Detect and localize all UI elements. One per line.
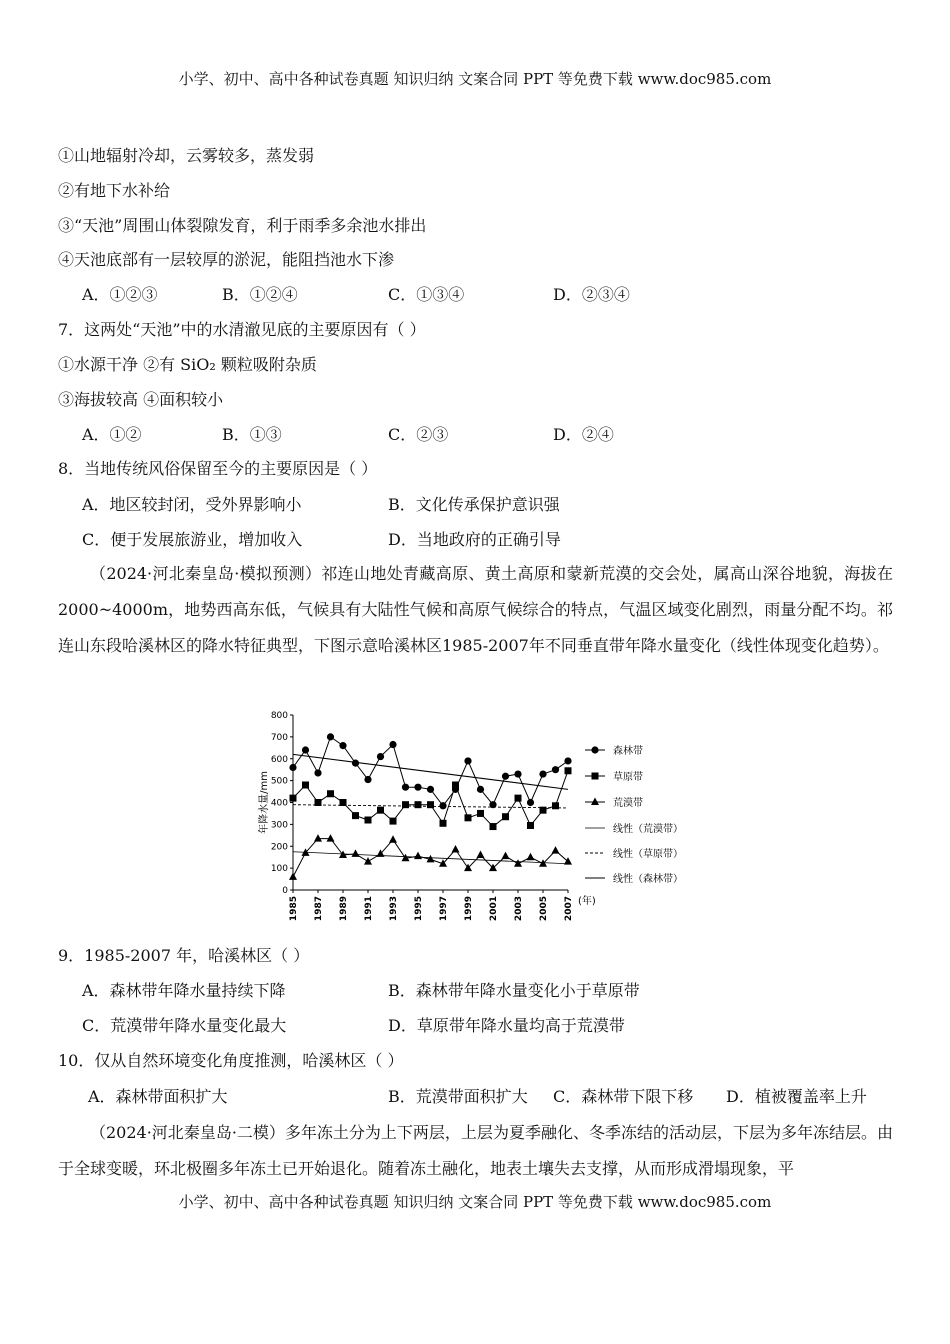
q8-option-b[interactable]: B．文化传承保护意识强	[388, 495, 560, 514]
legend-label: 线性（荒漠带）	[613, 824, 683, 835]
page-footer: 小学、初中、高中各种试卷真题 知识归纳 文案合同 PPT 等免费下载 www.doc985.com	[178, 1193, 772, 1211]
data-point	[302, 746, 309, 753]
data-point	[389, 835, 397, 843]
chart-axes	[257, 711, 596, 921]
q10-option-a[interactable]: A．森林带面积扩大	[88, 1087, 228, 1106]
q7-option-d[interactable]: D．②④	[553, 425, 614, 444]
data-point	[364, 776, 371, 783]
data-point	[327, 790, 334, 797]
q7-stem: 7．这两处“天池”中的水清澈见底的主要原因有（ ）	[58, 320, 426, 339]
data-point	[489, 801, 496, 808]
data-point	[290, 795, 297, 802]
legend-marker	[591, 798, 599, 806]
x-tick-label: 1997	[439, 896, 449, 922]
y-tick-label: 500	[270, 776, 288, 787]
data-point	[352, 760, 359, 767]
data-point	[402, 784, 409, 791]
data-point	[427, 786, 434, 793]
data-point	[327, 733, 334, 740]
data-point	[402, 801, 409, 808]
data-point	[564, 857, 572, 865]
data-point	[289, 764, 296, 771]
data-point	[477, 810, 484, 817]
data-point	[539, 770, 546, 777]
legend-marker	[591, 746, 598, 753]
passage-permafrost: （2024·河北秦皇岛·二模）多年冻土分为上下两层，上层为夏季融化、冬季冻结的活动层，下层为多年冻结层。由于全球变暖，环北极圈多年冻土已开始退化。随着冻土融化，地表土壤失去支撑，从而形成滑塌现象，平	[58, 1123, 893, 1178]
data-point	[464, 757, 471, 764]
data-point	[390, 818, 397, 825]
x-tick-label: 1993	[389, 896, 399, 922]
data-point	[452, 845, 460, 853]
q7-option-a[interactable]: A．①②	[82, 425, 142, 444]
q7-option-b[interactable]: B．①③	[222, 425, 282, 444]
data-point	[564, 757, 571, 764]
q6-item-2: ②有地下水补给	[58, 181, 171, 200]
data-point	[415, 801, 422, 808]
x-tick-label: 1991	[364, 896, 374, 922]
data-point	[314, 769, 321, 776]
q6-item-3: ③“天池”周围山体裂隙发育，利于雨季多余池水排出	[58, 216, 427, 235]
data-point	[440, 820, 447, 827]
x-tick-label: 1985	[289, 896, 299, 922]
data-point	[552, 766, 559, 773]
q6-option-b[interactable]: B．①②④	[222, 285, 298, 304]
data-point	[314, 834, 322, 842]
data-point	[502, 852, 510, 860]
q8-stem: 8．当地传统风俗保留至今的主要原因是（ ）	[58, 459, 378, 478]
data-point	[552, 846, 560, 854]
data-point	[315, 799, 322, 806]
y-tick-label: 200	[270, 842, 288, 853]
data-point	[352, 812, 359, 819]
chart-markers	[289, 733, 572, 880]
y-tick-label: 400	[270, 798, 288, 809]
q9-option-a[interactable]: A．森林带年降水量持续下降	[82, 981, 286, 1000]
data-point	[552, 802, 559, 809]
x-tick-label: 2001	[489, 896, 499, 922]
q6-item-4: ④天池底部有一层较厚的淤泥，能阻挡池水下渗	[58, 250, 395, 269]
data-point	[389, 741, 396, 748]
data-point	[452, 782, 459, 789]
data-point	[439, 802, 446, 809]
data-point	[465, 814, 472, 821]
x-tick-label: 2003	[514, 896, 524, 922]
q8-option-a[interactable]: A．地区较封闭，受外界影响小	[82, 495, 302, 514]
data-point	[302, 782, 309, 789]
y-tick-label: 700	[270, 732, 288, 743]
q10-stem: 10．仅从自然环境变化角度推测，哈溪林区（ ）	[58, 1051, 404, 1070]
data-point	[414, 784, 421, 791]
data-point	[527, 822, 534, 829]
q10-option-c[interactable]: C．森林带下限下移	[553, 1087, 694, 1106]
q6-option-a[interactable]: A．①②③	[82, 285, 158, 304]
y-tick-label: 800	[270, 711, 288, 721]
data-point	[289, 872, 297, 880]
data-point	[477, 786, 484, 793]
x-tick-label: 1987	[314, 896, 324, 922]
data-point	[540, 807, 547, 814]
precipitation-chart	[255, 700, 705, 925]
data-point	[527, 853, 535, 861]
data-point	[377, 807, 384, 814]
data-point	[514, 859, 522, 867]
data-point	[515, 795, 522, 802]
q9-option-b[interactable]: B．森林带年降水量变化小于草原带	[388, 981, 640, 1000]
q7-item-2: ③海拔较高 ④面积较小	[58, 390, 224, 409]
chart-trendlines	[293, 754, 568, 863]
legend-label: 森林带	[613, 746, 643, 757]
data-point	[565, 767, 572, 774]
data-point	[502, 773, 509, 780]
q10-option-d[interactable]: D．植被覆盖率上升	[726, 1087, 867, 1106]
data-point	[477, 851, 485, 859]
q6-option-c[interactable]: C．①③④	[388, 285, 465, 304]
data-point	[365, 817, 372, 824]
legend-label: 线性（森林带）	[613, 874, 683, 885]
q9-option-c[interactable]: C．荒漠带年降水量变化最大	[82, 1016, 287, 1035]
x-tick-label: 2007	[564, 896, 574, 922]
x-unit-label: (年)	[578, 896, 596, 907]
data-point	[490, 823, 497, 830]
passage-qilian: （2024·河北秦皇岛·模拟预测）祁连山地处青藏高原、黄土高原和蒙新荒漠的交会处，属高山深谷地貌，海拔在2000~4000m，地势西高东低，气候具有大陆性气候和高原气候综合的特点，气温区域变化剧烈，雨量分配不均。祁连山东段哈溪林区的降水特征典型，下图示意哈溪林区1985-2007年不同垂直带年降水量变化（线性体现变化趋势）。	[58, 564, 893, 655]
data-point	[514, 770, 521, 777]
y-axis-label: 年降水量/mm	[259, 771, 270, 834]
y-tick-label: 600	[270, 754, 288, 765]
legend-label: 线性（草原带）	[613, 849, 683, 860]
chart-legend	[585, 744, 683, 885]
x-tick-label: 1989	[339, 896, 349, 922]
legend-marker	[592, 773, 599, 780]
data-point	[352, 849, 360, 857]
data-point	[339, 742, 346, 749]
q7-item-1: ①水源干净 ②有 SiO₂ 颗粒吸附杂质	[58, 355, 317, 374]
q6-item-1: ①山地辐射冷却，云雾较多，蒸发弱	[58, 146, 315, 165]
q9-stem: 9．1985-2007 年，哈溪林区（ ）	[58, 946, 310, 965]
y-tick-label: 300	[270, 820, 288, 831]
q10-option-b[interactable]: B．荒漠带面积扩大	[388, 1087, 528, 1106]
x-tick-label: 1999	[464, 896, 474, 922]
series-line	[293, 771, 568, 827]
page-header: 小学、初中、高中各种试卷真题 知识归纳 文案合同 PPT 等免费下载 www.doc985.com	[178, 70, 772, 88]
legend-label: 荒漠带	[613, 798, 643, 809]
q8-option-c[interactable]: C．便于发展旅游业，增加收入	[82, 530, 303, 549]
data-point	[427, 801, 434, 808]
data-point	[377, 753, 384, 760]
y-tick-label: 0	[282, 886, 288, 896]
q9-option-d[interactable]: D．草原带年降水量均高于荒漠带	[388, 1016, 625, 1035]
data-point	[340, 799, 347, 806]
data-point	[327, 834, 335, 842]
q8-option-d[interactable]: D．当地政府的正确引导	[388, 530, 561, 549]
y-tick-label: 100	[270, 864, 288, 875]
q6-option-d[interactable]: D．②③④	[553, 285, 630, 304]
x-tick-label: 2005	[539, 896, 549, 922]
data-point	[414, 852, 422, 860]
x-tick-label: 1995	[414, 896, 424, 922]
trendline	[293, 754, 568, 789]
data-point	[502, 813, 509, 820]
legend-label: 草原带	[613, 772, 643, 783]
q7-option-c[interactable]: C．②③	[388, 425, 449, 444]
data-point	[527, 799, 534, 806]
data-point	[364, 857, 372, 865]
